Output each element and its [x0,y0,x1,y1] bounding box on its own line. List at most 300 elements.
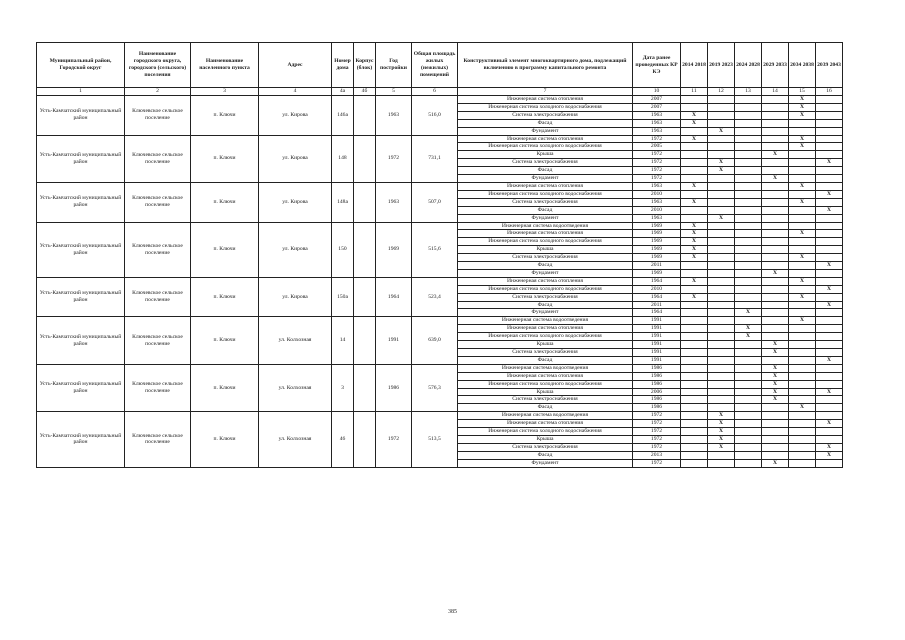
colnum: 16 [816,88,843,96]
period-mark-cell [762,435,789,443]
period-mark-cell [789,372,816,380]
address-cell: ул. Кирова [259,277,332,317]
house-number-cell: 146а [332,96,354,136]
period-mark-cell [816,182,843,190]
period-mark-cell [762,206,789,214]
period-mark-cell [816,372,843,380]
period-mark-cell [816,119,843,127]
korpus-cell [354,135,376,182]
element-cell: Крыша [458,341,633,349]
year-cell: 1991 [376,317,412,364]
locality-cell: п. Ключи [191,222,259,277]
period-mark-cell [708,293,735,301]
table-row [37,277,843,285]
table-row [37,412,843,420]
colnum: 3 [191,88,259,96]
period-mark-cell [789,428,816,436]
element-cell: Фундамент [458,214,633,222]
period-mark-cell [816,404,843,412]
period-mark-cell: X [681,238,708,246]
element-cell: Крыша [458,435,633,443]
element-cell: Инженерная система отопления [458,135,633,143]
period-mark-cell [735,246,762,254]
period-mark-cell [681,364,708,372]
period-mark-cell: X [816,443,843,451]
period-mark-cell [816,396,843,404]
element-cell: Фундамент [458,269,633,277]
period-mark-cell [735,341,762,349]
period-mark-cell [735,254,762,262]
settlement-cell: Ключевское сельское поселение [125,182,191,222]
period-mark-cell [708,388,735,396]
period-mark-cell [762,451,789,459]
period-mark-cell [789,285,816,293]
period-mark-cell [708,254,735,262]
prev-repair-date-cell: 1972 [633,175,681,183]
locality-cell: п. Ключи [191,182,259,222]
korpus-cell [354,412,376,467]
period-mark-cell [762,420,789,428]
period-mark-cell [789,380,816,388]
period-mark-cell [681,285,708,293]
prev-repair-date-cell: 2007 [633,103,681,111]
period-mark-cell: X [816,451,843,459]
area-cell: 576,3 [412,364,458,411]
korpus-cell [354,317,376,364]
period-mark-cell [816,151,843,159]
period-mark-cell [762,277,789,285]
district-cell: Усть-Камчатский муниципальный район [37,277,125,317]
period-mark-cell [681,404,708,412]
element-cell: Инженерная система водоотведения [458,222,633,230]
address-cell: ул. Кирова [259,222,332,277]
element-cell: Крыша [458,388,633,396]
period-mark-cell [735,380,762,388]
period-mark-cell [735,198,762,206]
period-mark-cell: X [816,159,843,167]
element-cell: Фасад [458,356,633,364]
element-cell: Фасад [458,167,633,175]
col-period-5-header: 2034 2038 [789,43,816,88]
period-mark-cell [735,459,762,467]
period-mark-cell [681,372,708,380]
period-mark-cell [735,182,762,190]
period-mark-cell [708,222,735,230]
period-mark-cell: X [762,341,789,349]
period-mark-cell [816,269,843,277]
house-number-cell: 46 [332,412,354,467]
period-mark-cell [789,159,816,167]
period-mark-cell [735,396,762,404]
prev-repair-date-cell: 1964 [633,293,681,301]
period-mark-cell [735,301,762,309]
column-number-row [37,88,843,96]
period-mark-cell [735,127,762,135]
col-period-6-header: 2039 2043 [816,43,843,88]
col-period-1-header: 2014 2018 [681,43,708,88]
settlement-cell: Ключевское сельское поселение [125,412,191,467]
colnum: 15 [789,88,816,96]
prev-repair-date-cell: 2007 [633,96,681,104]
period-mark-cell [681,103,708,111]
table-row [37,135,843,143]
district-cell: Усть-Камчатский муниципальный район [37,412,125,467]
period-mark-cell [816,103,843,111]
period-mark-cell [789,222,816,230]
col-prev-repair-header: Дата ранее проведенных КР КЭ [633,43,681,88]
col-korpus-header: Корпус (блок) [354,43,376,88]
period-mark-cell [762,135,789,143]
register-sheet [36,42,842,468]
element-cell: Инженерная система отопления [458,420,633,428]
element-cell: Инженерная система водоотведения [458,364,633,372]
prev-repair-date-cell: 1972 [633,135,681,143]
col-locality-header: Наименование населенного пункта [191,43,259,88]
element-cell: Инженерная система холодного водоснабжения [458,285,633,293]
prev-repair-date-cell: 1991 [633,317,681,325]
settlement-cell: Ключевское сельское поселение [125,135,191,182]
period-mark-cell [789,206,816,214]
period-mark-cell [762,182,789,190]
prev-repair-date-cell: 1972 [633,151,681,159]
period-mark-cell: X [789,277,816,285]
period-mark-cell [789,341,816,349]
period-mark-cell [708,309,735,317]
period-mark-cell [762,246,789,254]
period-mark-cell [762,238,789,246]
period-mark-cell [681,459,708,467]
district-cell: Усть-Камчатский муниципальный район [37,317,125,364]
element-cell: Система электроснабжения [458,254,633,262]
prev-repair-date-cell: 1972 [633,435,681,443]
period-mark-cell [735,111,762,119]
prev-repair-date-cell: 1969 [633,238,681,246]
prev-repair-date-cell: 1972 [633,443,681,451]
prev-repair-date-cell: 1991 [633,325,681,333]
period-mark-cell [708,341,735,349]
period-mark-cell [708,285,735,293]
table-row [37,317,843,325]
prev-repair-date-cell: 1963 [633,119,681,127]
house-number-cell: 3 [332,364,354,411]
period-mark-cell: X [816,285,843,293]
period-mark-cell: X [789,103,816,111]
prev-repair-date-cell: 1972 [633,412,681,420]
element-cell: Система электроснабжения [458,198,633,206]
prev-repair-date-cell: 1964 [633,277,681,285]
period-mark-cell [816,230,843,238]
prev-repair-date-cell: 1972 [633,459,681,467]
prev-repair-date-cell: 2010 [633,206,681,214]
col-settlement-header: Наименование городского округа, городского (сельского) поселения [125,43,191,88]
district-cell: Усть-Камчатский муниципальный район [37,364,125,411]
period-mark-cell [735,388,762,396]
period-mark-cell: X [708,412,735,420]
korpus-cell [354,364,376,411]
period-mark-cell [762,254,789,262]
settlement-cell: Ключевское сельское поселение [125,364,191,411]
period-mark-cell [816,293,843,301]
period-mark-cell [735,135,762,143]
period-mark-cell: X [681,135,708,143]
period-mark-cell [681,435,708,443]
period-mark-cell: X [789,230,816,238]
period-mark-cell [816,246,843,254]
period-mark-cell [708,325,735,333]
element-cell: Инженерная система отопления [458,96,633,104]
period-mark-cell [735,269,762,277]
period-mark-cell: X [762,380,789,388]
period-mark-cell [789,167,816,175]
area-cell: 515,6 [412,222,458,277]
colnum: 1 [37,88,125,96]
period-mark-cell: X [789,135,816,143]
period-mark-cell [735,420,762,428]
prev-repair-date-cell: 1972 [633,167,681,175]
capital-repair-table [36,42,843,468]
element-cell: Фундамент [458,309,633,317]
period-mark-cell [735,238,762,246]
period-mark-cell: X [816,420,843,428]
element-cell: Инженерная система холодного водоснабжения [458,428,633,436]
element-cell: Инженерная система холодного водоснабжения [458,333,633,341]
prev-repair-date-cell: 1991 [633,333,681,341]
colnum: 4а [332,88,354,96]
period-mark-cell [762,198,789,206]
table-row [37,222,843,230]
period-mark-cell [762,356,789,364]
period-mark-cell [789,175,816,183]
period-mark-cell [816,254,843,262]
period-mark-cell [762,127,789,135]
locality-cell: п. Ключи [191,412,259,467]
period-mark-cell [762,412,789,420]
period-mark-cell [816,412,843,420]
period-mark-cell [735,103,762,111]
korpus-cell [354,182,376,222]
period-mark-cell [735,206,762,214]
period-mark-cell [681,341,708,349]
period-mark-cell [735,96,762,104]
period-mark-cell [708,301,735,309]
period-mark-cell [708,135,735,143]
period-mark-cell [708,111,735,119]
period-mark-cell [789,309,816,317]
element-cell: Инженерная система холодного водоснабжения [458,190,633,198]
period-mark-cell [789,238,816,246]
period-mark-cell [816,198,843,206]
element-cell: Инженерная система отопления [458,325,633,333]
element-cell: Система электроснабжения [458,111,633,119]
period-mark-cell [735,404,762,412]
period-mark-cell [762,96,789,104]
prev-repair-date-cell: 2010 [633,285,681,293]
period-mark-cell: X [681,230,708,238]
period-mark-cell [789,127,816,135]
period-mark-cell [708,404,735,412]
period-mark-cell [681,412,708,420]
period-mark-cell [762,404,789,412]
period-mark-cell [708,396,735,404]
element-cell: Инженерная система отопления [458,182,633,190]
prev-repair-date-cell: 1964 [633,309,681,317]
period-mark-cell: X [681,119,708,127]
period-mark-cell [708,119,735,127]
period-mark-cell: X [816,301,843,309]
prev-repair-date-cell: 2005 [633,143,681,151]
period-mark-cell [708,262,735,270]
period-mark-cell [816,214,843,222]
period-mark-cell [708,151,735,159]
period-mark-cell [735,230,762,238]
period-mark-cell: X [735,333,762,341]
prev-repair-date-cell: 1969 [633,230,681,238]
period-mark-cell [762,190,789,198]
period-mark-cell: X [681,111,708,119]
period-mark-cell [681,262,708,270]
period-mark-cell [789,459,816,467]
colnum: 4 [259,88,332,96]
period-mark-cell [789,435,816,443]
period-mark-cell [789,388,816,396]
period-mark-cell: X [735,309,762,317]
locality-cell: п. Ключи [191,364,259,411]
prev-repair-date-cell: 1991 [633,356,681,364]
prev-repair-date-cell: 1969 [633,222,681,230]
period-mark-cell [735,356,762,364]
prev-repair-date-cell: 1986 [633,372,681,380]
period-mark-cell [816,341,843,349]
period-mark-cell [708,230,735,238]
period-mark-cell [789,214,816,222]
colnum: 10 [633,88,681,96]
element-cell: Инженерная система холодного водоснабжения [458,380,633,388]
period-mark-cell [681,333,708,341]
area-cell: 516,0 [412,96,458,136]
period-mark-cell [735,451,762,459]
period-mark-cell [681,159,708,167]
period-mark-cell [681,451,708,459]
col-year-header: Год постройки [376,43,412,88]
period-mark-cell [708,96,735,104]
period-mark-cell: X [735,325,762,333]
period-mark-cell [681,443,708,451]
colnum: 11 [681,88,708,96]
period-mark-cell [681,420,708,428]
period-mark-cell [816,135,843,143]
element-cell: Инженерная система отопления [458,372,633,380]
period-mark-cell [681,309,708,317]
page-number: 385 [448,609,457,615]
korpus-cell [354,222,376,277]
element-cell: Инженерная система холодного водоснабжения [458,143,633,151]
period-mark-cell [681,127,708,135]
period-mark-cell [789,301,816,309]
prev-repair-date-cell: 1969 [633,254,681,262]
period-mark-cell [708,349,735,357]
period-mark-cell [762,333,789,341]
period-mark-cell [789,349,816,357]
period-mark-cell [681,167,708,175]
period-mark-cell: X [762,349,789,357]
district-cell: Усть-Камчатский муниципальный район [37,222,125,277]
period-mark-cell [735,119,762,127]
col-period-2-header: 2019 2023 [708,43,735,88]
period-mark-cell [816,349,843,357]
prev-repair-date-cell: 2011 [633,301,681,309]
period-mark-cell [762,103,789,111]
prev-repair-date-cell: 1986 [633,396,681,404]
period-mark-cell: X [789,404,816,412]
period-mark-cell [708,103,735,111]
period-mark-cell: X [708,443,735,451]
period-mark-cell [816,175,843,183]
period-mark-cell [735,293,762,301]
period-mark-cell [681,396,708,404]
period-mark-cell [816,167,843,175]
period-mark-cell: X [789,198,816,206]
element-cell: Система электроснабжения [458,396,633,404]
period-mark-cell [735,428,762,436]
col-period-4-header: 2029 2033 [762,43,789,88]
period-mark-cell [789,356,816,364]
period-mark-cell [816,96,843,104]
period-mark-cell: X [681,277,708,285]
period-mark-cell [789,325,816,333]
prev-repair-date-cell: 1963 [633,127,681,135]
house-number-cell: 150 [332,222,354,277]
period-mark-cell [735,159,762,167]
period-mark-cell: X [708,127,735,135]
period-mark-cell [708,198,735,206]
prev-repair-date-cell: 1972 [633,159,681,167]
period-mark-cell: X [762,364,789,372]
period-mark-cell [789,451,816,459]
period-mark-cell [735,317,762,325]
table-row [37,182,843,190]
period-mark-cell [762,230,789,238]
prev-repair-date-cell: 1963 [633,111,681,119]
year-cell: 1972 [376,135,412,182]
period-mark-cell [735,143,762,151]
element-cell: Инженерная система холодного водоснабжения [458,103,633,111]
area-cell: 731,1 [412,135,458,182]
period-mark-cell: X [816,262,843,270]
col-district-header: Муниципальный район, Городской округ [37,43,125,88]
table-row [37,96,843,104]
period-mark-cell [681,214,708,222]
period-mark-cell [708,143,735,151]
settlement-cell: Ключевское сельское поселение [125,317,191,364]
col-area-header: Общая площадь жилых (нежилых) помещений [412,43,458,88]
prev-repair-date-cell: 2010 [633,190,681,198]
period-mark-cell [762,428,789,436]
period-mark-cell: X [708,214,735,222]
address-cell: ул. Кирова [259,182,332,222]
colnum: 4б [354,88,376,96]
period-mark-cell [681,380,708,388]
period-mark-cell [681,151,708,159]
year-cell: 1969 [376,222,412,277]
house-number-cell: 14 [332,317,354,364]
period-mark-cell [708,317,735,325]
prev-repair-date-cell: 1991 [633,341,681,349]
period-mark-cell [789,396,816,404]
period-mark-cell [789,262,816,270]
period-mark-cell: X [681,182,708,190]
period-mark-cell [762,111,789,119]
prev-repair-date-cell: 1986 [633,380,681,388]
